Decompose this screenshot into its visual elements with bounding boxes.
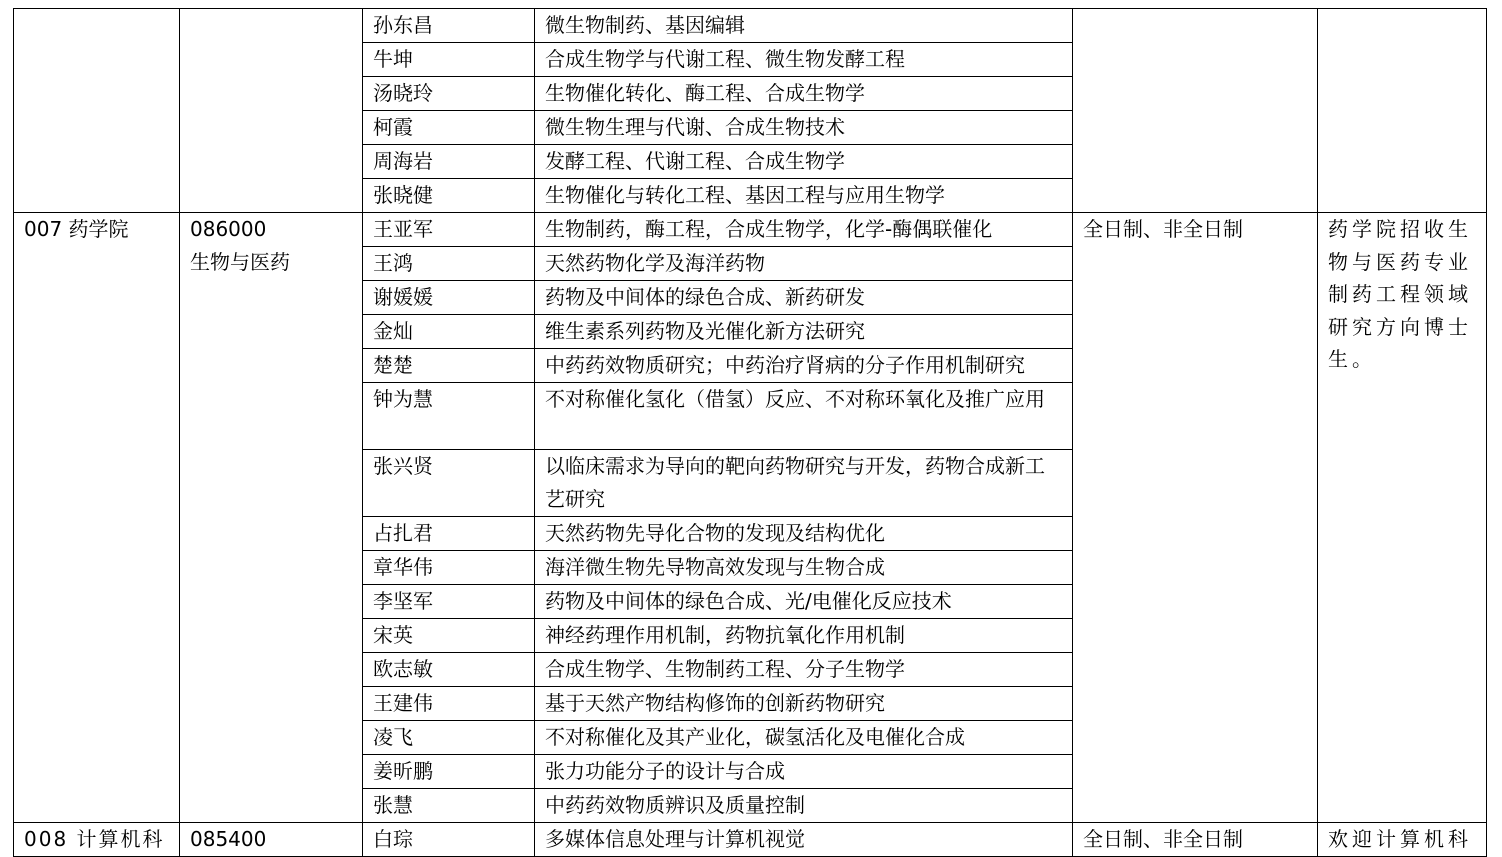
supervisor-name: 谢媛媛 [363, 281, 535, 315]
major-cell: 085400 [180, 823, 363, 857]
research-area: 药物及中间体的绿色合成、光/电催化反应技术 [535, 585, 1073, 619]
table-row [14, 9, 1487, 43]
supervisor-name: 李坚军 [363, 585, 535, 619]
supervisor-name: 张慧 [363, 789, 535, 823]
research-area: 微生物制药、基因编辑 [535, 9, 1073, 43]
research-area: 生物催化转化、酶工程、合成生物学 [535, 77, 1073, 111]
supervisor-name: 白琮 [363, 823, 535, 857]
supervisor-name: 楚楚 [363, 349, 535, 383]
supervisor-name: 孙东昌 [363, 9, 535, 43]
supervisor-name: 凌飞 [363, 721, 535, 755]
supervisor-name: 牛坤 [363, 43, 535, 77]
enrollment-table [13, 8, 1487, 857]
note-cell: 欢迎计算机科 [1318, 823, 1487, 857]
research-area: 多媒体信息处理与计算机视觉 [535, 823, 1073, 857]
research-area: 中药药效物质研究；中药治疗肾病的分子作用机制研究 [535, 349, 1073, 383]
research-area: 合成生物学、生物制药工程、分子生物学 [535, 653, 1073, 687]
research-area: 发酵工程、代谢工程、合成生物学 [535, 145, 1073, 179]
research-area: 微生物生理与代谢、合成生物技术 [535, 111, 1073, 145]
research-area: 天然药物先导化合物的发现及结构优化 [535, 517, 1073, 551]
research-area: 以临床需求为导向的靶向药物研究与开发，药物合成新工艺研究 [535, 450, 1073, 517]
research-area: 不对称催化及其产业化，碳氢活化及电催化合成 [535, 721, 1073, 755]
research-area: 中药药效物质辨识及质量控制 [535, 789, 1073, 823]
major-cell [180, 9, 363, 213]
supervisor-name: 章华伟 [363, 551, 535, 585]
research-area: 药物及中间体的绿色合成、新药研发 [535, 281, 1073, 315]
research-area: 合成生物学与代谢工程、微生物发酵工程 [535, 43, 1073, 77]
research-area: 天然药物化学及海洋药物 [535, 247, 1073, 281]
supervisor-name: 姜昕鹏 [363, 755, 535, 789]
supervisor-name: 宋英 [363, 619, 535, 653]
supervisor-name: 汤晓玲 [363, 77, 535, 111]
research-area: 基于天然产物结构修饰的创新药物研究 [535, 687, 1073, 721]
table-row [14, 213, 1487, 247]
supervisor-name: 柯霞 [363, 111, 535, 145]
study-mode-cell: 全日制、非全日制 [1073, 213, 1318, 823]
research-area: 维生素系列药物及光催化新方法研究 [535, 315, 1073, 349]
research-area: 生物制药，酶工程，合成生物学，化学-酶偶联催化 [535, 213, 1073, 247]
supervisor-name: 金灿 [363, 315, 535, 349]
major-code: 086000 [190, 217, 267, 241]
supervisor-name: 张兴贤 [363, 450, 535, 517]
institute-cell [14, 9, 180, 213]
table-row [14, 823, 1487, 857]
note-cell [1318, 9, 1487, 213]
study-mode-cell [1073, 9, 1318, 213]
supervisor-name: 王亚军 [363, 213, 535, 247]
major-cell [180, 213, 363, 823]
supervisor-name: 王建伟 [363, 687, 535, 721]
research-area: 生物催化与转化工程、基因工程与应用生物学 [535, 179, 1073, 213]
study-mode-cell: 全日制、非全日制 [1073, 823, 1318, 857]
supervisor-name: 占扎君 [363, 517, 535, 551]
institute-cell: 008 计算机科 [14, 823, 180, 857]
supervisor-name: 王鸿 [363, 247, 535, 281]
supervisor-name: 周海岩 [363, 145, 535, 179]
note-cell: 药学院招收生物与医药专业制药工程领域研究方向博士生。 [1318, 213, 1487, 823]
supervisor-name: 欧志敏 [363, 653, 535, 687]
supervisor-name: 钟为慧 [363, 383, 535, 450]
research-area: 神经药理作用机制，药物抗氧化作用机制 [535, 619, 1073, 653]
institute-cell: 007 药学院 [14, 213, 180, 823]
research-area: 海洋微生物先导物高效发现与生物合成 [535, 551, 1073, 585]
major-name: 生物与医药 [190, 250, 290, 274]
research-area: 张力功能分子的设计与合成 [535, 755, 1073, 789]
research-area: 不对称催化氢化（借氢）反应、不对称环氧化及推广应用 [535, 383, 1073, 450]
supervisor-name: 张晓健 [363, 179, 535, 213]
